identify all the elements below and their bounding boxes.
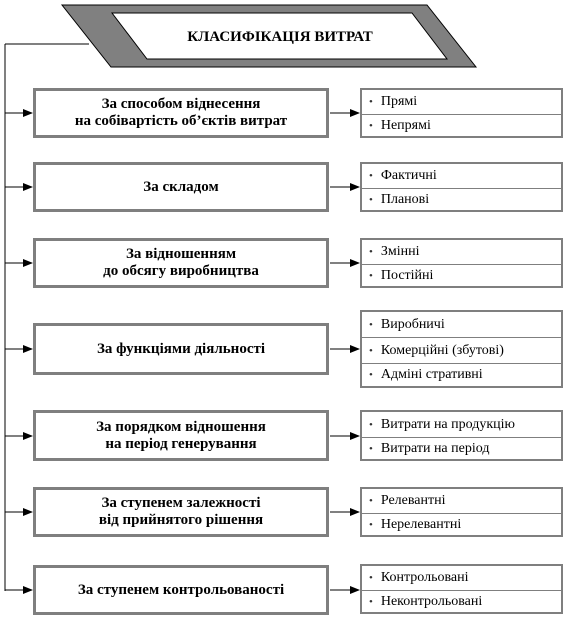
- items-list-1: [360, 88, 563, 138]
- list-item: • Неконтрольовані: [362, 590, 561, 612]
- items-list-3: [360, 238, 563, 288]
- category-label: За відношенням до обсягу виробництва: [103, 246, 259, 279]
- list-item: • Витрати на період: [362, 437, 561, 459]
- category-box-2: [33, 162, 329, 212]
- bullet-icon: •: [369, 246, 373, 258]
- list-item: • Непрямі: [362, 114, 561, 136]
- bullet-icon: •: [369, 369, 373, 381]
- diagram-title: КЛАСИФІКАЦІЯ ВИТРАТ: [187, 29, 373, 45]
- list-item: • Виробничі: [369, 316, 445, 332]
- category-label: За складом: [143, 178, 219, 195]
- items-list-6: [360, 487, 563, 537]
- category-box-5: [33, 410, 329, 461]
- bullet-icon: •: [369, 318, 373, 331]
- bullet-icon: •: [369, 572, 373, 584]
- list-item: • Нерелевантні: [362, 513, 561, 535]
- bullet-icon: •: [369, 595, 373, 608]
- category-box-4: [33, 323, 329, 375]
- list-item: • Контрольовані: [369, 570, 469, 585]
- list-item: • Витрати на продукцію: [369, 416, 516, 432]
- bullet-icon: •: [369, 518, 373, 531]
- category-label: За способом віднесення на собівартість об’єктів витрат: [74, 96, 288, 129]
- bullet-icon: •: [369, 119, 373, 132]
- list-item: • Постійні: [362, 264, 561, 286]
- items-list-4: [360, 310, 563, 388]
- bullet-icon: •: [369, 495, 373, 507]
- category-label: За функціями діяльності: [96, 340, 266, 357]
- category-label: За ступенем контрольованості: [77, 581, 285, 598]
- category-box-3: [33, 238, 329, 288]
- category-box-7: [33, 565, 329, 615]
- bullet-icon: •: [369, 418, 373, 431]
- bullet-icon: •: [369, 193, 373, 206]
- category-label: За порядком відношення на період генерування: [96, 418, 266, 452]
- bullet-icon: •: [369, 344, 373, 357]
- list-item: • Планові: [362, 188, 561, 210]
- category-box-6: [33, 487, 329, 537]
- list-item: • Прямі: [369, 94, 418, 109]
- category-box-1: [33, 88, 329, 138]
- list-item: • Релевантні: [369, 493, 446, 508]
- bullet-icon: •: [369, 170, 373, 182]
- items-list-5: [360, 410, 563, 461]
- bullet-icon: •: [369, 269, 373, 282]
- items-list-2: [360, 162, 563, 212]
- list-item: • Комерційні (збутові): [362, 337, 561, 363]
- list-item: • Адміні стративні: [362, 363, 561, 386]
- bullet-icon: •: [369, 442, 373, 455]
- category-label: За ступенем залежності від прийнятого рішення: [98, 495, 264, 528]
- list-item: • Змінні: [369, 244, 420, 259]
- items-list-7: [360, 564, 563, 614]
- bullet-icon: •: [369, 96, 373, 108]
- list-item: • Фактичні: [369, 168, 437, 183]
